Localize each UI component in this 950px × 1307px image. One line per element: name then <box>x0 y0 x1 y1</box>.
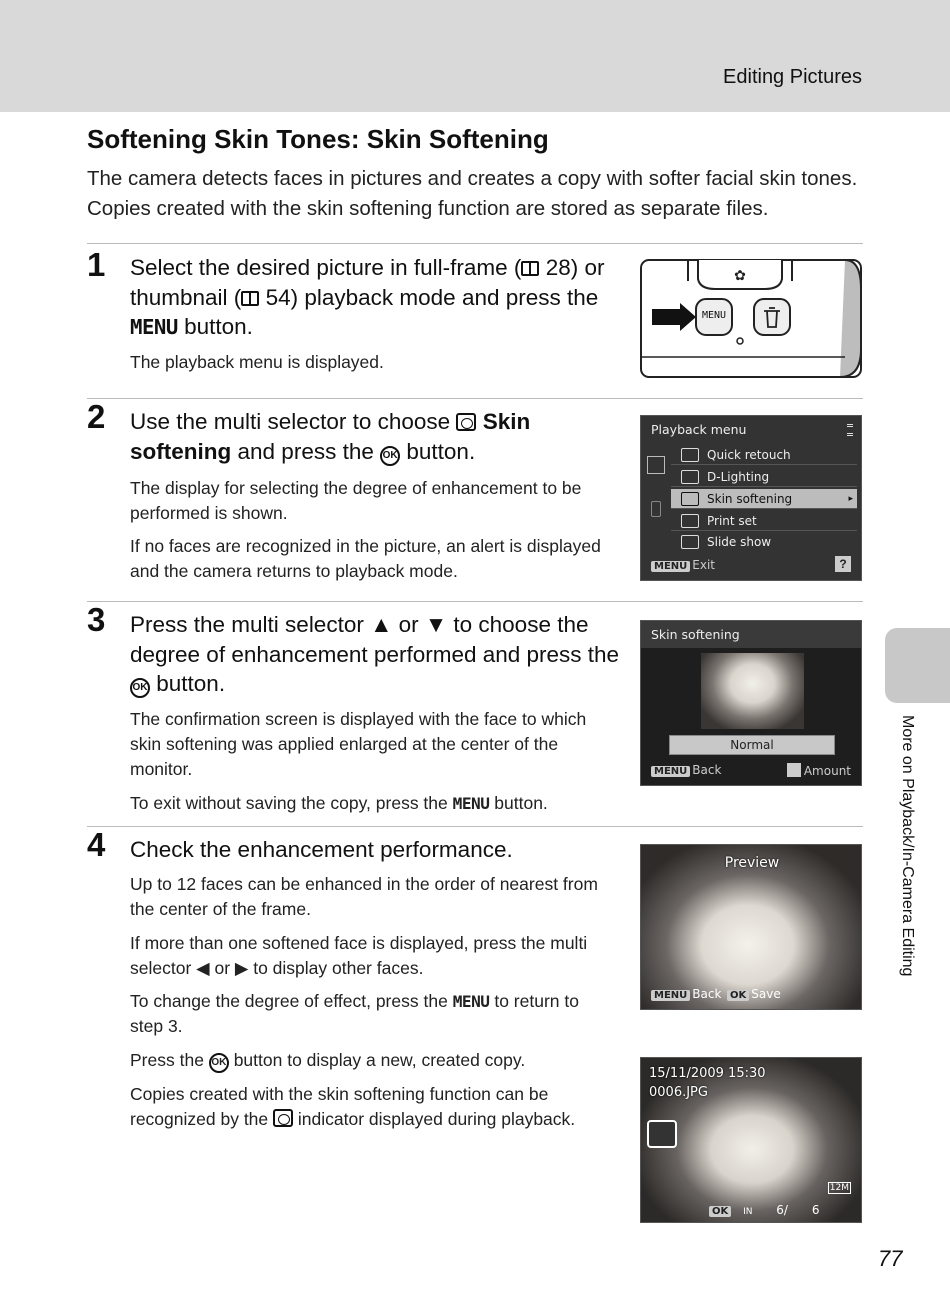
skin-softening-icon <box>681 492 699 506</box>
menu-item[interactable]: Quick retouch <box>671 445 857 465</box>
step-4-heading: Check the enhancement performance. <box>130 837 513 862</box>
header-band <box>0 0 950 112</box>
step-number: 3 <box>87 601 106 638</box>
step-4-note: To change the degree of effect, press the MENU to return to step 3. <box>130 991 579 1036</box>
svg-text:✿: ✿ <box>734 267 746 283</box>
image-mode-icon: 12M <box>829 1183 849 1193</box>
ok-button-glyph: OK <box>130 678 150 698</box>
footer-status: OK IN 6/ 6 <box>709 1203 819 1217</box>
preview-screen <box>640 844 862 1010</box>
menu-button-glyph: MENU <box>452 794 490 813</box>
step-4-note: Copies created with the skin softening function can be recognized by the indicator displayed during playback. <box>130 1084 576 1129</box>
ok-button-glyph: OK <box>209 1053 229 1073</box>
up-down-icon <box>787 763 801 777</box>
step-4-note: If more than one softened face is displayed, press the multi selector ◀ or ▶ to display other faces. <box>130 933 588 978</box>
camera-back-illustration <box>640 259 862 378</box>
divider <box>87 601 863 602</box>
footer-amount: Amount <box>787 763 851 778</box>
footer-exit: MENU Exit <box>651 558 715 572</box>
help-icon: ? <box>835 556 851 572</box>
step-number: 1 <box>87 246 106 283</box>
side-tab <box>885 628 950 703</box>
skin-softening-screen <box>640 620 862 786</box>
skin-softening-icon <box>273 1109 293 1127</box>
playback-tab-icon <box>647 456 665 474</box>
page-number: 77 <box>878 1246 903 1271</box>
scroll-indicator <box>847 424 853 436</box>
step-number: 4 <box>87 826 106 863</box>
setup-tab-icon <box>651 501 661 517</box>
skin-softening-indicator-icon <box>647 1120 677 1148</box>
step-2-heading: Use the multi selector to choose Skin softening and press the OK button. <box>130 409 531 464</box>
side-tab-label: More on Playback/In-Camera Editing <box>899 715 916 977</box>
step-4-note: Press the OK button to display a new, created copy. <box>130 1048 610 1073</box>
step-4-note: Up to 12 faces can be enhanced in the order of nearest from the center of the frame. <box>130 874 598 919</box>
skin-softening-icon <box>456 413 476 431</box>
slide-show-icon <box>681 535 699 549</box>
quick-retouch-icon <box>681 448 699 462</box>
datetime-readout: 15/11/2009 15:30 <box>649 1066 766 1081</box>
screen-title: Playback menu <box>651 422 747 437</box>
menu-item[interactable]: Print set <box>671 511 857 531</box>
divider <box>87 826 863 827</box>
step-1-note: The playback menu is displayed. <box>130 352 384 372</box>
step-3-note: To exit without saving the copy, press the MENU button. <box>130 793 548 813</box>
ok-button-glyph: OK <box>380 446 400 466</box>
step-3-note: The confirmation screen is displayed with the face to which skin softening was applied enlarged at the center of the monitor. <box>130 709 587 779</box>
playback-screen <box>640 1057 862 1223</box>
menu-item[interactable]: D-Lighting <box>671 467 857 487</box>
memory-icon: IN <box>743 1207 753 1217</box>
intro-paragraph: The camera detects faces in pictures and creates a copy with softer facial skin tones. Copies created with the skin softening function are stored as separate files. <box>87 167 858 220</box>
page-title: Softening Skin Tones: Skin Softening <box>87 124 549 154</box>
step-1-heading: Select the desired picture in full-frame ( 28) or thumbnail ( 54) playback mode and press the MENU button. <box>130 255 605 339</box>
divider <box>87 243 863 244</box>
section-title: Editing Pictures <box>723 66 862 88</box>
playback-menu-screen <box>640 415 862 581</box>
step-3-heading: Press the multi selector ▲ or ▼ to choose the degree of enhancement performed and press the OK button. <box>130 612 620 696</box>
menu-item-selected[interactable]: Skin softening ▸ <box>671 489 857 509</box>
preview-title: Preview <box>724 855 780 871</box>
footer-save: OK Save <box>727 987 781 1001</box>
menu-button-label: MENU <box>701 310 727 321</box>
step-number: 2 <box>87 398 106 435</box>
menu-item[interactable]: Slide show <box>671 532 857 552</box>
face-thumbnail <box>701 653 804 729</box>
footer-back: MENU Back <box>651 987 721 1001</box>
book-icon <box>521 261 539 276</box>
step-2-note: The display for selecting the degree of enhancement to be performed is shown. <box>130 478 582 523</box>
print-set-icon <box>681 514 699 528</box>
divider <box>87 398 863 399</box>
d-lighting-icon <box>681 470 699 484</box>
step-2-note: If no faces are recognized in the picture, an alert is displayed and the camera returns to playback mode. <box>130 536 601 581</box>
level-selector[interactable]: Normal <box>669 735 835 755</box>
filename-readout: 0006.JPG <box>649 1085 708 1100</box>
menu-button-glyph: MENU <box>452 992 490 1011</box>
book-icon <box>241 291 259 306</box>
menu-button-glyph: MENU <box>130 315 178 339</box>
footer-back: MENU Back <box>651 763 721 777</box>
screen-title: Skin softening <box>651 627 740 642</box>
